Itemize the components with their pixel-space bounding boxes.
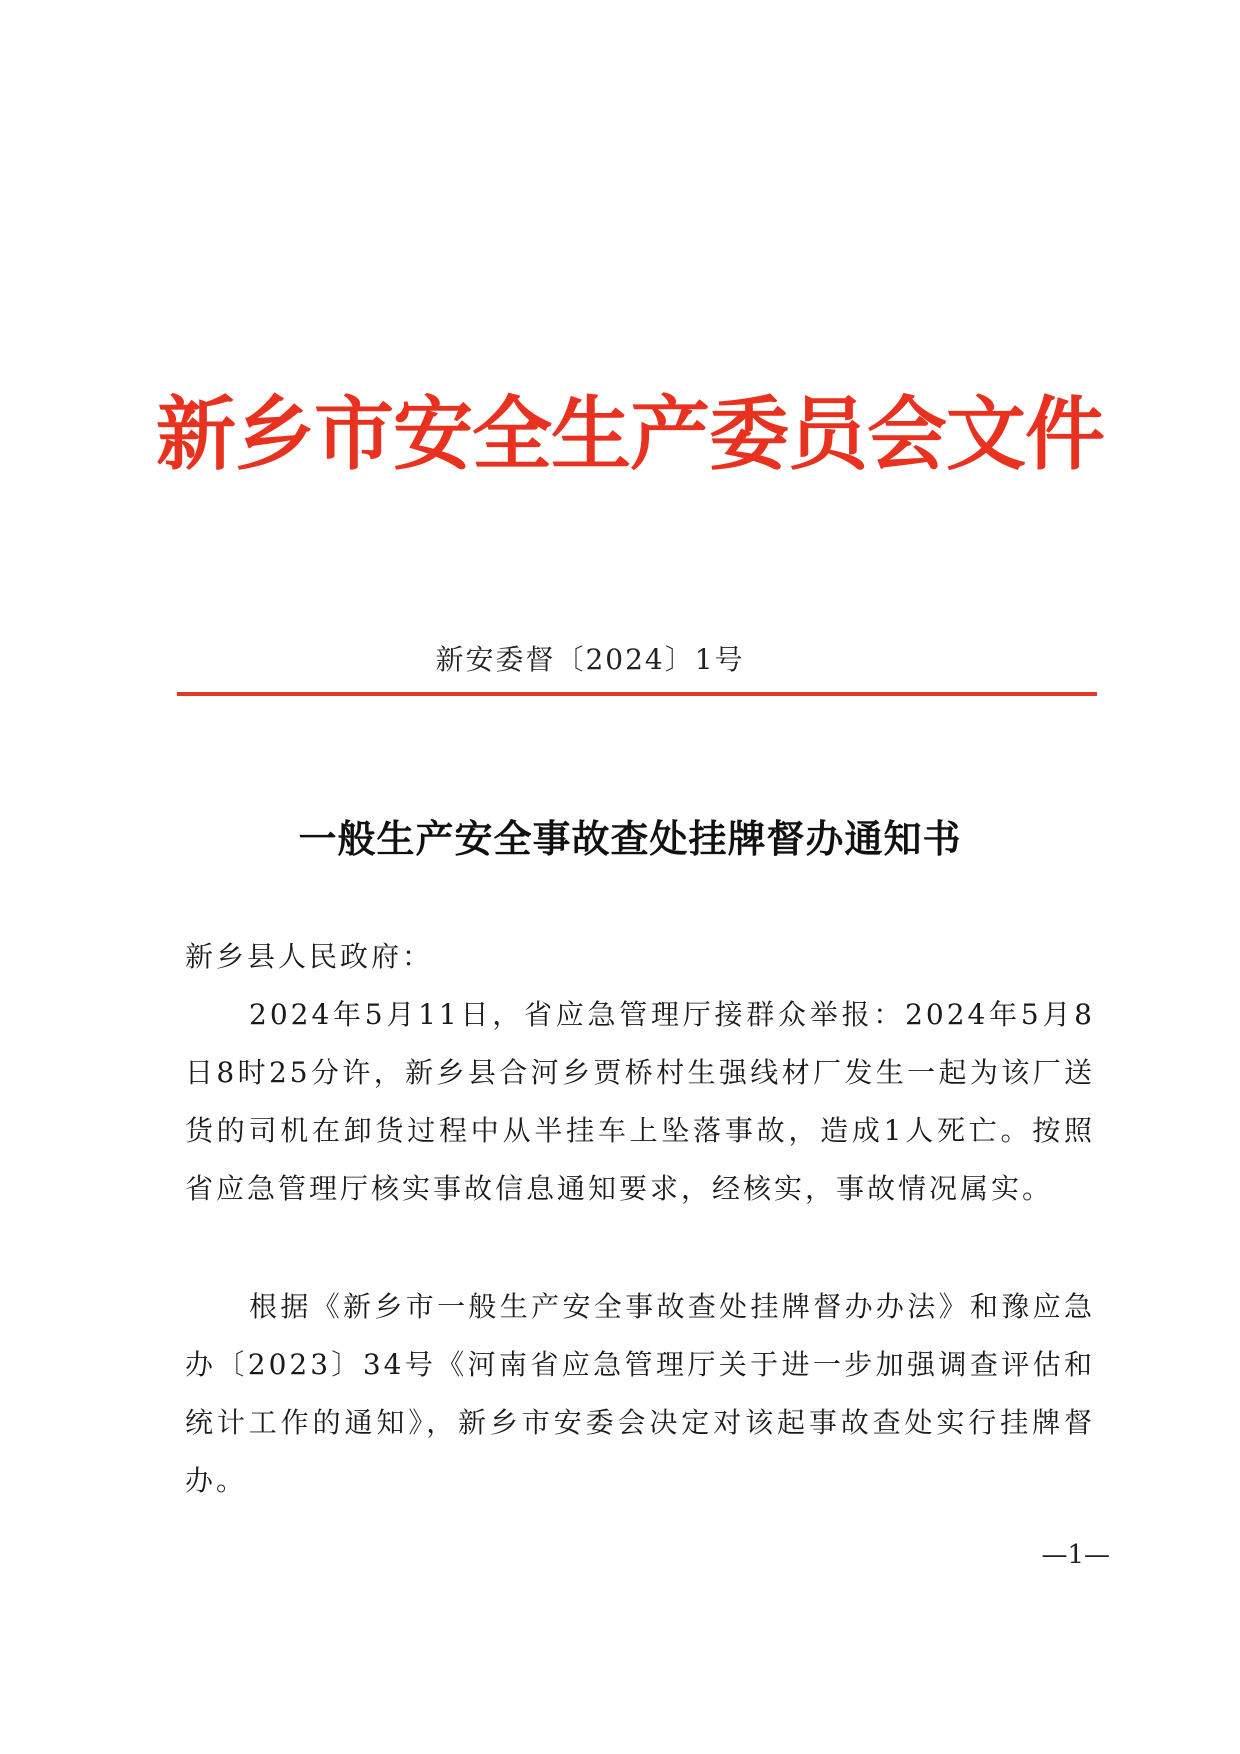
salutation: 新乡县人民政府： [185,940,434,973]
document-number: 新安委督〔2024〕1号 [435,643,745,676]
paragraph-1: 2024年5月11日，省应急管理厅接群众举报：2024年5月8日8时25分许，新乡县合河乡贾桥村生强线材厂发生一起为该厂送货的司机在卸货过程中从半挂车上坠落事故，造成1人死亡。按照省应急管理厅核实事故信息通知要求，经核实，事故情况属实。 [185,998,1095,1205]
red-divider [177,692,1097,696]
document-title: 一般生产安全事故查处挂牌督办通知书 [298,817,962,861]
masthead-title: 新乡市安全生产委员会文件 [156,388,1104,481]
paragraph-2: 根据《新乡市一般生产安全事故查处挂牌督办办法》和豫应急办〔2023〕34号《河南省应急管理厅关于进一步加强调查评估和统计工作的通知》，新乡市安委会决定对该起事故查处实行挂牌督办。 [185,1290,1095,1497]
page-number: —1— [1041,1540,1110,1570]
